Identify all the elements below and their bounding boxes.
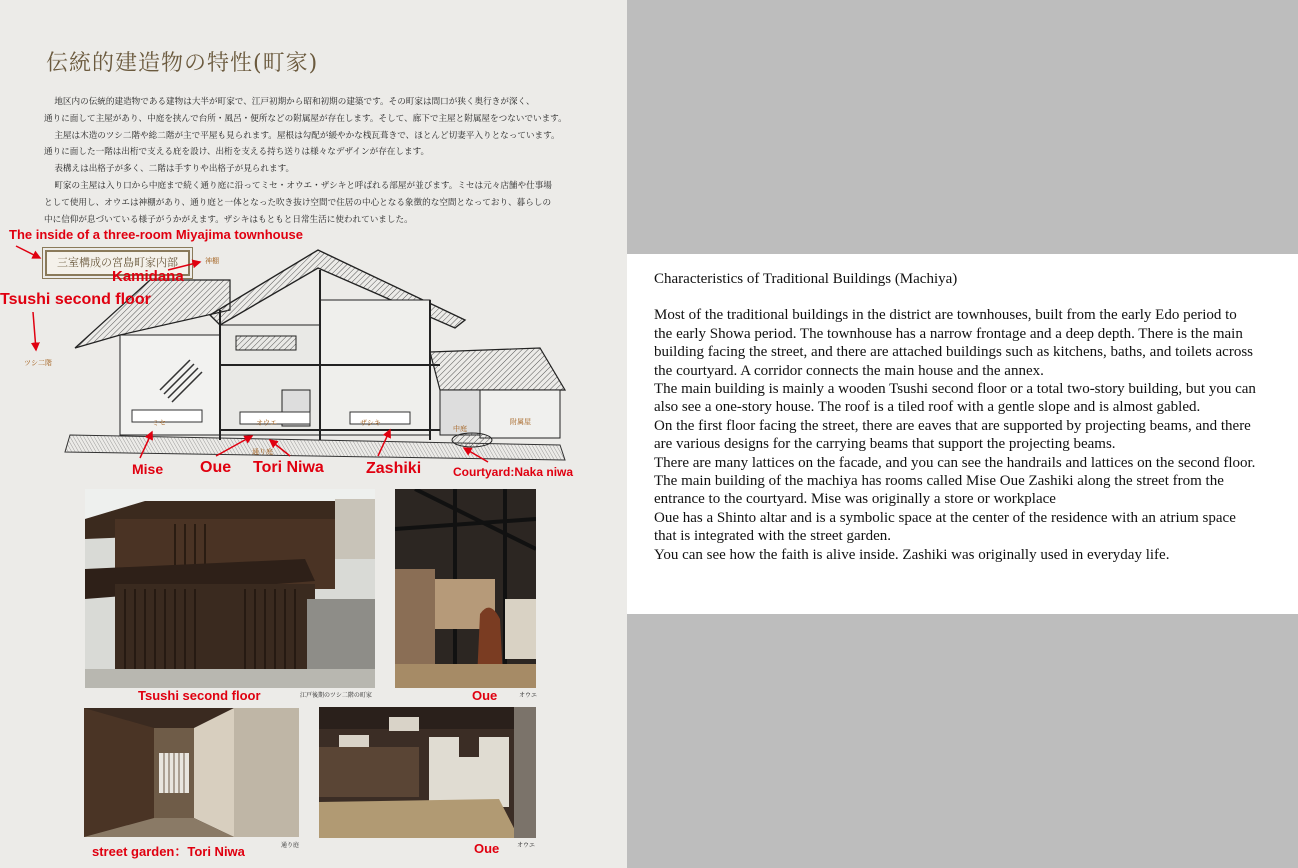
translation-line: The main building is mainly a wooden Tsushi second floor or a total two-story building, but you can xyxy=(654,381,1256,398)
jp-label-zashiki: ザシキ xyxy=(360,419,381,427)
jp-line: 主屋は木造のツシ二階や総二階が主で平屋も見られます。屋根は勾配が緩やかな桟瓦葺きで、ほとんど切妻平入りとなっています。 xyxy=(54,130,560,141)
translation-text xyxy=(654,270,1298,564)
annotation-tori-niwa: Tori Niwa xyxy=(253,459,324,476)
photo-oue-interior xyxy=(395,489,536,688)
jp-line: 町家の主屋は入り口から中庭まで続く通り庭に沿ってミセ・オウエ・ザシキと呼ばれる部屋が並びます。ミセは元々店舗や仕事場 xyxy=(54,180,552,191)
jp-line: 通りに面した一階は出桁で支える庇を設け、出桁を支える持ち送りは様々なデザインが存在します。 xyxy=(44,147,430,158)
translation-line: Most of the traditional buildings in the district are townhouses, built from the early Edo period to xyxy=(654,307,1237,324)
translation-line: entrance to the courtyard. Mise was originally a store or workplace xyxy=(654,491,1056,508)
photo3-caption-en: street garden：Tori Niwa xyxy=(92,844,245,859)
annotation-oue: Oue xyxy=(200,459,232,476)
translation-line: On the first floor facing the street, there are eaves that are supported by projecting beams, and there xyxy=(654,417,1251,434)
annotation-zashiki: Zashiki xyxy=(366,460,422,477)
annotation-tsushi: Tsushi second floor xyxy=(0,291,151,308)
photo-oue-room xyxy=(319,707,536,838)
annotation-mise: Mise xyxy=(132,461,164,477)
photo2-caption-en: Oue xyxy=(472,688,498,703)
jp-label-oue: オウエ xyxy=(256,419,277,427)
annotation-arrows xyxy=(0,0,627,500)
translation-line: There are many lattices on the facade, and you can see the handrails and lattices on the second floor. xyxy=(654,454,1256,471)
photo4-caption-jp: オウエ xyxy=(517,842,536,849)
annotation-kamidana: Kamidana xyxy=(112,268,184,285)
photo4-caption-en: Oue xyxy=(474,841,500,856)
left-page-scan xyxy=(0,0,627,868)
annotation-inside: The inside of a three-room Miyajima townhouse xyxy=(9,227,303,242)
jp-label-mise: ミセ xyxy=(152,419,166,427)
jp-label-tsushi: ツシ二階 xyxy=(24,359,52,367)
photo2-caption-jp: オウエ xyxy=(519,692,538,699)
jp-label-kamidana: 神棚 xyxy=(205,257,219,265)
photo1-caption-en: Tsushi second floor xyxy=(138,688,261,703)
jp-label-fuzokuya: 附属屋 xyxy=(510,418,531,426)
jp-line: 地区内の伝統的建造物である建物は大半が町家で、江戸初期から昭和初期の建築です。その町家は間口が狭く奥行きが深く、 xyxy=(54,97,535,107)
photo3-caption-jp: 通り庭 xyxy=(281,842,300,849)
photo-exterior-tsushi xyxy=(85,489,375,688)
photo1-caption-jp: 江戸後期のツシ二階の町家 xyxy=(300,692,372,699)
translation-line: the courtyard. A corridor connects the main house and the annex. xyxy=(654,362,1044,379)
translation-line: Oue has a Shinto altar and is a symbolic space at the center of the residence with an atrium space xyxy=(654,509,1236,526)
jp-line: 中に信仰が息づいている様子がうかがえます。ザシキはもともと日常生活に使われていました。 xyxy=(44,214,413,225)
annotation-courtyard: Courtyard:Naka niwa xyxy=(453,465,574,479)
translation-line: also see a one-story house. The roof is a tiled roof with a gentle slope and is almost gabled. xyxy=(654,399,1201,416)
jp-line: として使用し、オウエは神棚があり、通り庭と一体となった吹き抜け空間で住居の中心となる象徴的な空間となっており、暮らしの xyxy=(44,197,552,208)
translation-title: Characteristics of Traditional Buildings (Machiya) xyxy=(654,271,958,287)
translation-line: the early Showa period. The townhouse has a narrow frontage and a deep depth. There is the main xyxy=(654,325,1243,342)
translation-line: that is integrated with the street garden. xyxy=(654,528,892,545)
translation-line: You can see how the faith is alive inside. Zashiki was originally used in everyday life. xyxy=(654,546,1170,563)
jp-label-tori-niwa: 通り庭 xyxy=(252,448,273,456)
photo-tori-niwa xyxy=(84,708,299,837)
translation-line: are various designs for the carrying beams that support the projecting beams. xyxy=(654,436,1116,453)
translation-line: The main building of the machiya has rooms called Mise Oue Zashiki along the street from the xyxy=(654,473,1224,490)
translation-line: building facing the street, and there are attached buildings such as kitchens, baths, and toilets across xyxy=(654,344,1253,361)
diagram-box-label: 三室構成の宮島町家内部 xyxy=(45,250,190,276)
jp-line: 表構えは出格子が多く、二階は手すりや出格子が見られます。 xyxy=(54,164,295,175)
jp-label-naka-niwa: 中庭 xyxy=(453,425,467,433)
jp-line: 通りに面して主屋があり、中庭を挟んで台所・風呂・便所などの附属屋が存在します。そして、廊下で主屋と附属屋をつないでいます。 xyxy=(44,113,567,124)
page-title-jp: 伝統的建造物の特性(町家) xyxy=(46,51,319,76)
